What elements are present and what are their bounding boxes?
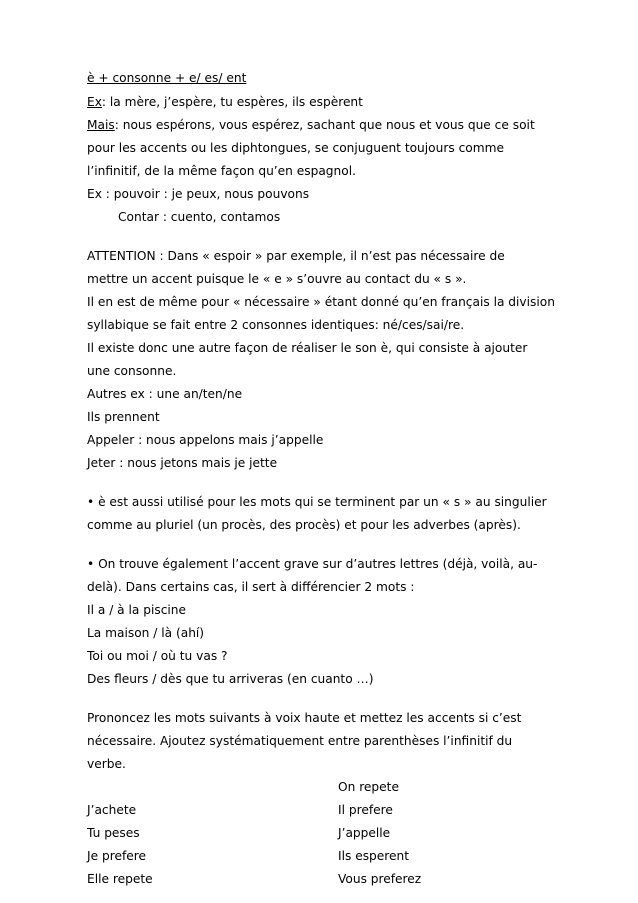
text-line: Autres ex : une an/ten/ne xyxy=(87,387,243,401)
text-line: Ex : pouvoir : je peux, nous pouvons xyxy=(87,187,310,201)
text-line: Toi ou moi / où tu vas ? xyxy=(87,649,228,663)
text-line: l’infinitif, de la même façon qu’en espagnol. xyxy=(87,164,356,178)
text-line: comme au pluriel (un procès, des procès) et pour les adverbes (après). xyxy=(87,518,521,532)
ex-label: Ex xyxy=(87,95,102,109)
mais-label: Mais xyxy=(87,118,115,132)
exercise-word: J’appelle xyxy=(338,826,391,840)
text-line: Il en est de même pour « nécessaire » étant donné qu’en français la division xyxy=(87,295,555,309)
text-line: La maison / là (ahí) xyxy=(87,626,205,640)
instruction-line: Prononcez les mots suivants à voix haute et mettez les accents si c’est xyxy=(87,711,522,725)
bullet-line: • è est aussi utilisé pour les mots qui se terminent par un « s » au singulier xyxy=(87,495,547,509)
exercise-word: J’achete xyxy=(87,803,137,817)
exercise-word: Il prefere xyxy=(338,803,393,817)
bullet-line: • On trouve également l’accent grave sur d’autres lettres (déjà, voilà, au- xyxy=(87,557,538,571)
exercise-word: Ils esperent xyxy=(338,849,410,863)
text-line: mettre un accent puisque le « e » s’ouvre au contact du « s ». xyxy=(87,272,467,286)
text-line: Jeter : nous jetons mais je jette xyxy=(87,456,278,470)
text-line: syllabique se fait entre 2 consonnes identiques: né/ces/sai/re. xyxy=(87,318,465,332)
exercise-word: Je prefere xyxy=(87,849,146,863)
exercise-word: Tu peses xyxy=(87,826,140,840)
text-line: Appeler : nous appelons mais j’appelle xyxy=(87,433,324,447)
text-line: delà). Dans certains cas, il sert à différencier 2 mots : xyxy=(87,580,415,594)
text-line: Il a / à la piscine xyxy=(87,603,187,617)
text-line: ATTENTION : Dans « espoir » par exemple, il n’est pas nécessaire de xyxy=(87,249,505,263)
text-line: Ils prennent xyxy=(87,410,160,424)
exercise-word: Elle repete xyxy=(87,872,153,886)
example-line: Ex: la mère, j’espère, tu espères, ils espèrent xyxy=(87,95,363,109)
text-line: une consonne. xyxy=(87,364,177,378)
instruction-line: verbe. xyxy=(87,757,126,771)
exercise-word: On repete xyxy=(338,780,399,794)
instruction-line: nécessaire. Ajoutez systématiquement entre parenthèses l’infinitif du xyxy=(87,734,513,748)
text-line: pour les accents ou les diphtongues, se conjuguent toujours comme xyxy=(87,141,504,155)
text-line: Des fleurs / dès que tu arriveras (en cuanto …) xyxy=(87,672,374,686)
mais-line: Mais: nous espérons, vous espérez, sachant que nous et vous que ce soit xyxy=(87,118,535,132)
text-line: Il existe donc une autre façon de réaliser le son è, qui consiste à ajouter xyxy=(87,341,528,355)
exercise-word: Vous preferez xyxy=(338,872,422,886)
text-line: Contar : cuento, contamos xyxy=(118,210,281,224)
rule-heading: è + consonne + e/ es/ ent xyxy=(87,71,247,85)
